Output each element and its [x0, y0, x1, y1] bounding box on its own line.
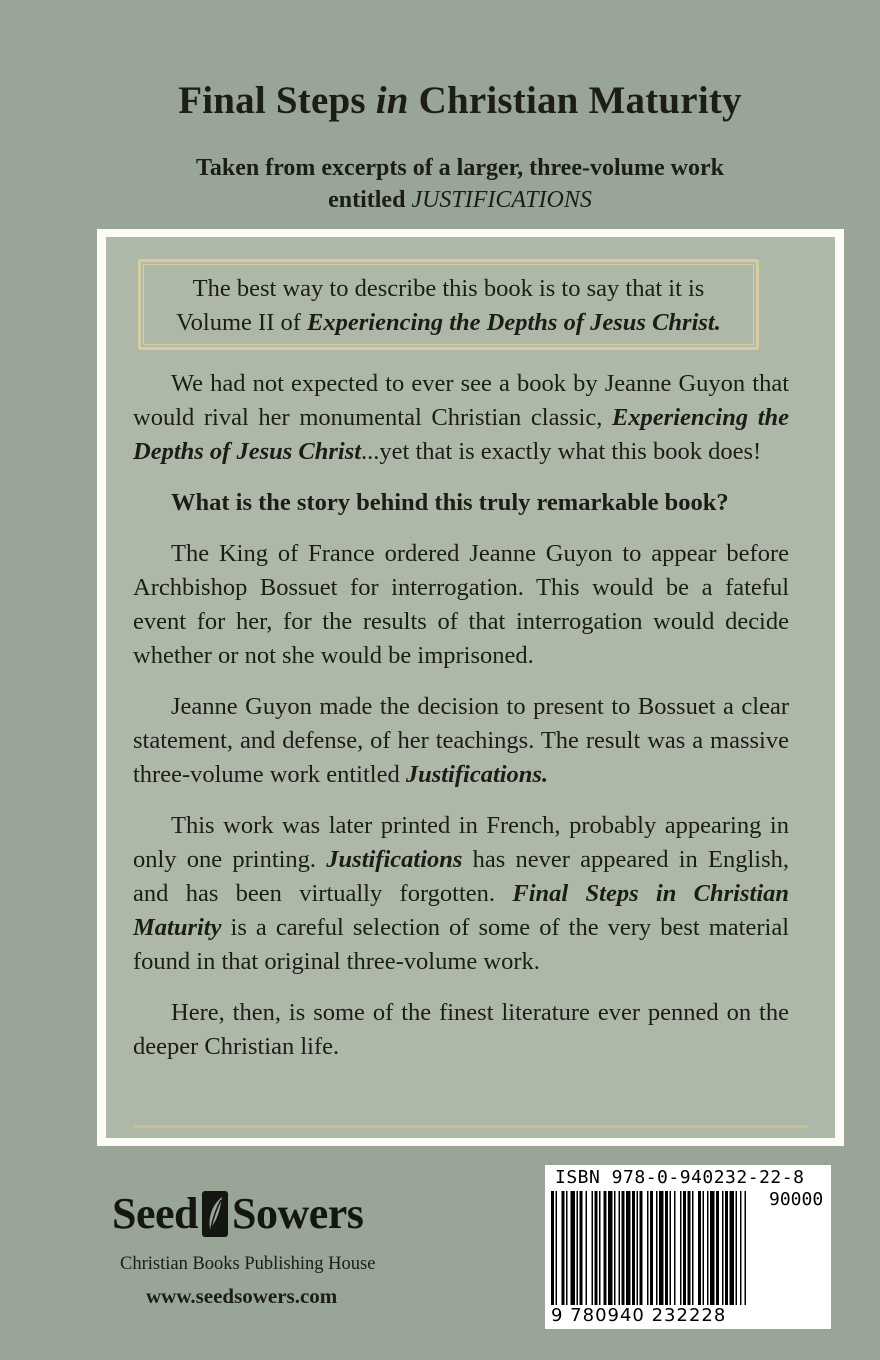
- barcode-stripe: [562, 1191, 565, 1305]
- paragraph-3-italic: Justifications.: [405, 761, 549, 788]
- barcode-stripe: [619, 1191, 621, 1305]
- description-panel-inner: [106, 237, 835, 1138]
- paragraph-4-end: is a careful selection of some of the very best material found in that original three-volume work.: [133, 914, 789, 975]
- subtitle-line2-italic: JUSTIFICATIONS: [411, 187, 592, 213]
- barcode-stripe: [632, 1191, 635, 1305]
- barcode-stripe: [688, 1191, 691, 1305]
- title-part2: Christian Maturity: [418, 79, 742, 122]
- barcode-stripe: [599, 1191, 601, 1305]
- barcode-stripe: [622, 1191, 625, 1305]
- barcode-stripe: [571, 1191, 576, 1305]
- callout-line2-prefix: Volume II of: [176, 309, 301, 336]
- barcode-stripe: [595, 1191, 598, 1305]
- paragraph-1: [133, 367, 789, 469]
- subtitle-line2-prefix: entitled: [328, 187, 406, 213]
- barcode-stripe: [674, 1191, 676, 1305]
- subtitle-line2: [0, 184, 880, 216]
- barcode-stripe: [659, 1191, 664, 1305]
- barcode: [545, 1165, 831, 1329]
- barcode-stripe: [580, 1191, 583, 1305]
- barcode-stripe: [692, 1191, 694, 1305]
- barcode-stripe: [586, 1191, 588, 1305]
- callout-line2-italic: Experiencing the Depths of Jesus Christ.: [307, 309, 721, 336]
- barcode-stripe: [640, 1191, 643, 1305]
- subtitle-line1: Taken from excerpts of a larger, three-volume work: [196, 155, 724, 181]
- publisher-url: www.seedsowers.com: [146, 1284, 338, 1308]
- body-text: [133, 367, 789, 1081]
- barcode-stripe: [710, 1191, 715, 1305]
- paragraph-3: [133, 690, 789, 792]
- title-part1: Final Steps: [178, 79, 366, 122]
- callout-line1: The best way to describe this book is to say that it is: [192, 275, 705, 302]
- paragraph-1-start: We had not expected to ever see a book by Jeanne Guyon that would rival her monumental Christian classic,: [133, 370, 789, 431]
- seed-leaf-icon: [202, 1191, 228, 1237]
- question-heading: What is the story behind this truly remarkable book?: [171, 489, 729, 516]
- paragraph-4-mid: has never appeared in English, and has been virtually forgotten.: [133, 846, 790, 907]
- barcode-stripe: [592, 1191, 594, 1305]
- barcode-stripe: [551, 1191, 554, 1305]
- barcode-stripe: [725, 1191, 728, 1305]
- paragraph-1-end: ...yet that is exactly what this book does!: [361, 438, 762, 465]
- barcode-stripe: [736, 1191, 738, 1305]
- barcode-stripe: [740, 1191, 742, 1305]
- paragraph-4-italic2: Final Steps in Christian Maturity: [133, 880, 790, 941]
- barcode-stripe: [703, 1191, 705, 1305]
- barcode-stripe: [604, 1191, 607, 1305]
- price-code: 90000: [769, 1189, 824, 1210]
- barcode-stripe: [683, 1191, 686, 1305]
- barcode-stripe: [680, 1191, 682, 1305]
- barcode-stripe: [614, 1191, 616, 1305]
- barcode-stripe: [650, 1191, 653, 1305]
- paragraph-4-italic1: Justifications: [326, 846, 463, 873]
- barcode-stripe: [698, 1191, 701, 1305]
- barcode-stripe: [626, 1191, 631, 1305]
- subtitle: [0, 152, 880, 216]
- barcode-stripe: [722, 1191, 724, 1305]
- publisher-tagline: Christian Books Publishing House: [120, 1254, 376, 1274]
- title-italic: in: [375, 79, 409, 122]
- paragraph-2: The King of France ordered Jeanne Guyon to appear before Archbishop Bossuet for interrogation. This would be a fateful event for her, for the results of that interrogation would decide whether or not she would be imprisoned.: [133, 540, 789, 669]
- logo-left-text: Seed: [112, 1189, 198, 1238]
- barcode-stripe: [665, 1191, 668, 1305]
- publisher-logo: [112, 1188, 422, 1239]
- barcode-stripe: [670, 1191, 672, 1305]
- logo-right-text: Sowers: [232, 1189, 364, 1238]
- callout-box: [138, 259, 759, 350]
- callout-line2: [141, 306, 756, 340]
- barcode-stripe: [656, 1191, 658, 1305]
- barcode-stripe: [556, 1191, 558, 1305]
- barcode-stripe: [647, 1191, 649, 1305]
- barcode-stripe: [745, 1191, 747, 1305]
- barcode-digits: 9 780940 232228: [551, 1305, 727, 1326]
- barcode-stripe: [608, 1191, 613, 1305]
- book-title: [0, 78, 880, 123]
- paragraph-4: [133, 809, 789, 979]
- paragraph-5: Here, then, is some of the finest literature ever penned on the deeper Christian life.: [133, 999, 789, 1060]
- barcode-stripe: [730, 1191, 735, 1305]
- barcode-stripe: [566, 1191, 568, 1305]
- barcode-stripe: [637, 1191, 639, 1305]
- barcode-stripe: [716, 1191, 719, 1305]
- paragraph-1-italic: Experiencing the Depths of Jesus Christ: [133, 404, 790, 465]
- paragraph-3-start: Jeanne Guyon made the decision to present to Bossuet a clear statement, and defense, of her teachings. The result was a massive three-volume work entitled: [133, 693, 789, 788]
- barcode-stripe: [707, 1191, 709, 1305]
- isbn-label: ISBN 978-0-940232-22-8: [555, 1167, 805, 1188]
- paragraph-4-start: This work was later printed in French, probably appearing in only one printing.: [133, 812, 789, 873]
- barcode-stripe: [577, 1191, 579, 1305]
- bottom-divider: [133, 1125, 808, 1128]
- description-panel: [97, 229, 844, 1146]
